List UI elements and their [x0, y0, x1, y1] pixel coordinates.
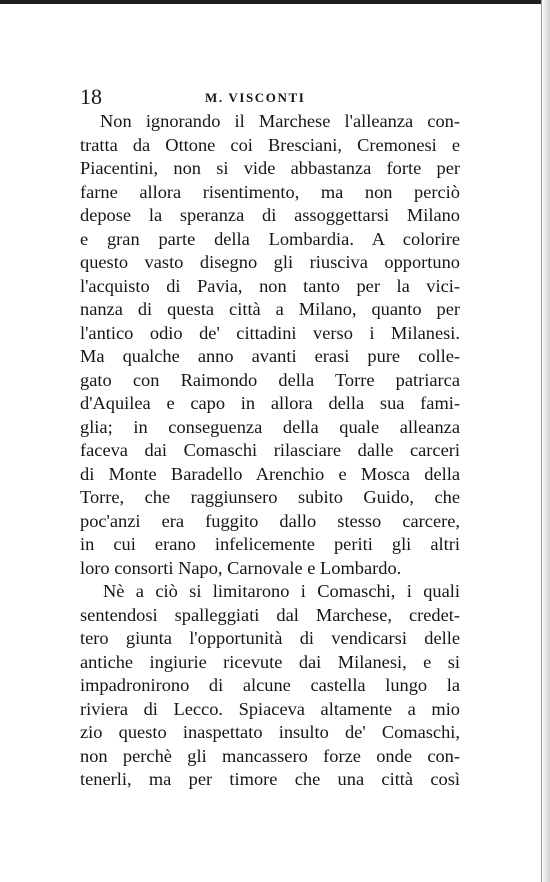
text-line: sentendosi spalleggiati dal Marchese, credet- [80, 604, 460, 625]
text-line: l'antico odio de' cittadini verso i Milanesi. [80, 322, 460, 343]
text-line: di Monte Baradello Arenchio e Mosca della [80, 463, 460, 484]
book-page [80, 86, 460, 792]
page-number: 18 [80, 84, 102, 109]
text-line: tero giunta l'opportunità di vendicarsi delle [80, 628, 460, 648]
text-line: riviera di Lecco. Spiaceva altamente a mio [80, 698, 460, 719]
text-line: Ma qualche anno avanti erasi pure colle- [80, 346, 460, 366]
running-head [80, 86, 460, 108]
text-line: farne allora risentimento, ma non perciò [80, 181, 460, 202]
running-title: M. VISCONTI [205, 90, 306, 105]
text-line: l'acquisto di Pavia, non tanto per la vici- [80, 275, 460, 296]
text-line: glia; in conseguenza della quale alleanza [80, 416, 460, 437]
page-right-edge-shadow [541, 0, 550, 882]
text-body [80, 110, 460, 792]
text-line: in cui erano infelicemente periti gli altri [80, 534, 460, 554]
page-top-edge [0, 0, 550, 4]
text-line: gato con Raimondo della Torre patriarca [80, 369, 460, 390]
text-line: antiche ingiurie ricevute dai Milanesi, e si [80, 651, 460, 672]
text-line: poc'anzi era fuggito dallo stesso carcere, [80, 510, 460, 531]
text-line: Torre, che raggiunsero subito Guido, che [80, 487, 460, 507]
page-right-edge-line [541, 0, 542, 882]
text-line: Nè a ciò si limitarono i Comaschi, i quali [103, 581, 460, 601]
text-line: Non ignorando il Marchese l'alleanza con- [100, 111, 460, 131]
text-line: d'Aquilea e capo in allora della sua fami- [80, 393, 460, 413]
text-line: impadronirono di alcune castella lungo la [80, 675, 460, 695]
text-line: faceva dai Comaschi rilasciare dalle carceri [80, 440, 460, 460]
text-line: zio questo inaspettato insulto de' Comaschi, [80, 722, 460, 742]
text-line: Piacentini, non si vide abbastanza forte per [80, 158, 460, 178]
text-line: nanza di questa città a Milano, quanto per [80, 299, 460, 319]
text-line: tratta da Ottone coi Bresciani, Cremonesi e [80, 134, 460, 155]
text-line: depose la speranza di assoggettarsi Milano [80, 205, 460, 225]
text-line: tenerli, ma per timore che una città così [80, 769, 460, 789]
text-line: e gran parte della Lombardia. A colorire [80, 228, 460, 249]
text-line: loro consorti Napo, Carnovale e Lombardo. [80, 557, 402, 578]
text-line: questo vasto disegno gli riusciva opportuno [80, 252, 460, 272]
text-line: non perchè gli mancassero forze onde con- [80, 745, 460, 766]
